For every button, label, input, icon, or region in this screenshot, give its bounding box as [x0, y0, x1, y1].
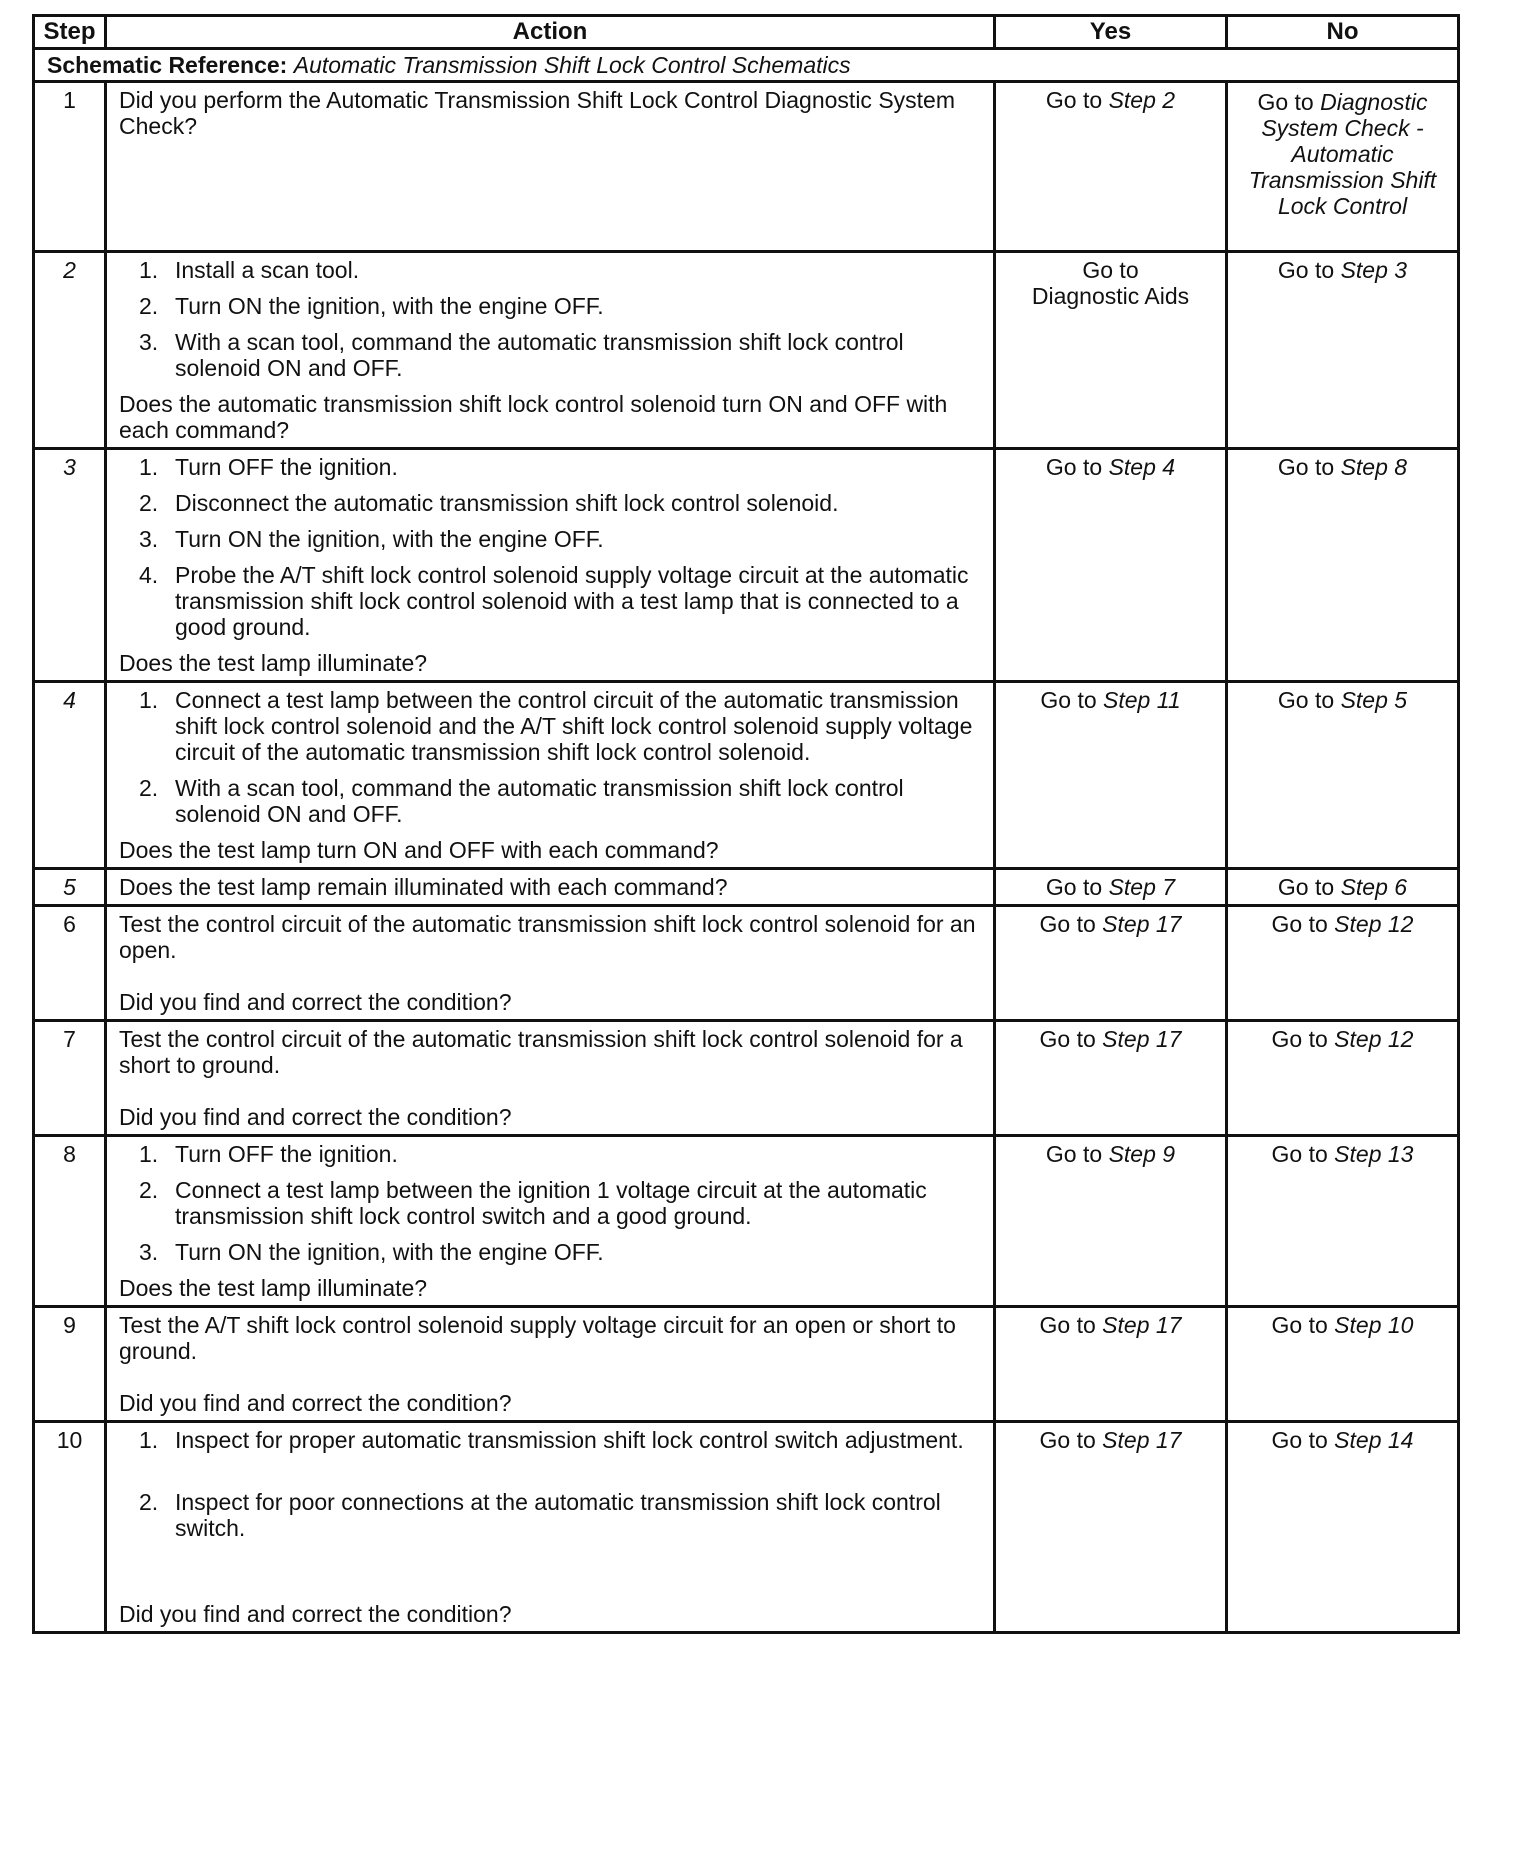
step-number: 8 — [34, 1136, 106, 1307]
action-cell — [106, 1307, 995, 1422]
yes-cell — [995, 1307, 1227, 1422]
list-item: 1. Install a scan tool. — [139, 257, 360, 283]
table-row — [34, 906, 1459, 1021]
yes-step-ref: Step 11 — [1103, 687, 1181, 713]
list-item: 1. Turn OFF the ignition. — [139, 454, 398, 480]
no-cell — [1227, 869, 1459, 906]
action-cell — [106, 869, 995, 906]
step-list — [119, 687, 981, 827]
no-step-ref: Step 10 — [1334, 1312, 1414, 1338]
action-cell — [106, 1136, 995, 1307]
table-row — [34, 869, 1459, 906]
no-cell — [1227, 252, 1459, 449]
yes-cell — [995, 82, 1227, 252]
yes-cell — [995, 682, 1227, 869]
yes-cell — [995, 449, 1227, 682]
go-to-label: Go to — [1271, 1026, 1328, 1052]
list-item: 1. Turn OFF the ignition. — [139, 1141, 398, 1167]
list-item: 3. With a scan tool, command the automatic transmission shift lock control solenoid ON and OFF. — [139, 329, 904, 381]
list-item: 4. Probe the A/T shift lock control solenoid supply voltage circuit at the automatic transmission shift lock control solenoid with a test lamp that is connected to a good ground. — [139, 562, 969, 640]
go-to-label: Go to — [1045, 874, 1103, 900]
list-item: 2. Disconnect the automatic transmission shift lock control solenoid. — [139, 490, 839, 516]
table-row — [34, 82, 1459, 252]
header-row — [34, 16, 1459, 49]
yes-step-ref: Step 4 — [1108, 454, 1176, 480]
diagnostic-table — [32, 14, 1460, 1634]
header-no: No — [1227, 16, 1459, 49]
no-step-ref: Step 5 — [1340, 687, 1408, 713]
header-yes: Yes — [995, 16, 1227, 49]
yes-cell — [995, 1422, 1227, 1633]
no-cell — [1227, 1136, 1459, 1307]
yes-cell — [995, 1021, 1227, 1136]
table-row — [34, 1136, 1459, 1307]
question-text: Did you find and correct the condition? — [119, 1601, 512, 1627]
no-cell — [1227, 82, 1459, 252]
yes-cell — [995, 906, 1227, 1021]
step-list — [119, 454, 981, 640]
no-reference: Diagnostic System Check - Automatic Transmission Shift Lock Control — [1248, 89, 1437, 219]
go-to-label: Go to — [1039, 911, 1096, 937]
yes-step-ref: Step 17 — [1102, 911, 1182, 937]
action-cell — [106, 449, 995, 682]
header-action: Action — [106, 16, 995, 49]
yes-step-ref: Step 17 — [1102, 1312, 1182, 1338]
list-item: 2. Connect a test lamp between the ignition 1 voltage circuit at the automatic transmission shift lock control switch and a good ground. — [139, 1177, 927, 1229]
table-row — [34, 682, 1459, 869]
go-to-label: Go to — [1271, 1312, 1328, 1338]
step-number: 10 — [34, 1422, 106, 1633]
table-row — [34, 449, 1459, 682]
go-to-label: Go to — [1040, 687, 1097, 713]
question-text: Does the test lamp remain illuminated with each command? — [119, 874, 728, 900]
yes-step-ref: Step 2 — [1108, 87, 1176, 113]
action-text: Test the A/T shift lock control solenoid supply voltage circuit for an open or short to ground. — [119, 1312, 956, 1364]
no-step-ref: Step 12 — [1334, 911, 1414, 937]
action-cell — [106, 682, 995, 869]
no-cell — [1227, 1422, 1459, 1633]
no-step-ref: Step 12 — [1334, 1026, 1414, 1052]
go-to-label: Go to — [1277, 687, 1335, 713]
yes-cell — [995, 869, 1227, 906]
list-item: 2. With a scan tool, command the automatic transmission shift lock control solenoid ON and OFF. — [139, 775, 904, 827]
schematic-reference-link: Automatic Transmission Shift Lock Control Schematics — [293, 52, 851, 78]
no-step-ref: Step 13 — [1334, 1141, 1414, 1167]
table-row — [34, 1307, 1459, 1422]
go-to-label: Go to — [1045, 87, 1103, 113]
go-to-label: Go to — [1082, 257, 1139, 283]
no-cell — [1227, 682, 1459, 869]
action-cell — [106, 82, 995, 252]
list-item: 3. Turn ON the ignition, with the engine OFF. — [139, 526, 604, 552]
question-text: Does the test lamp turn ON and OFF with each command? — [119, 837, 719, 863]
yes-step-ref: Step 9 — [1108, 1141, 1176, 1167]
go-to-label: Go to — [1277, 874, 1335, 900]
step-number: 7 — [34, 1021, 106, 1136]
question-text: Did you find and correct the condition? — [119, 989, 512, 1015]
step-list — [119, 1141, 981, 1265]
step-number: 2 — [34, 252, 106, 449]
action-cell — [106, 906, 995, 1021]
step-number: 1 — [34, 82, 106, 252]
go-to-label: Go to — [1045, 1141, 1103, 1167]
go-to-label: Go to — [1277, 454, 1335, 480]
yes-cell — [995, 1136, 1227, 1307]
question-text: Did you perform the Automatic Transmission Shift Lock Control Diagnostic System Check? — [119, 87, 956, 139]
step-list — [119, 257, 981, 381]
step-number: 6 — [34, 906, 106, 1021]
table-row — [34, 1422, 1459, 1633]
list-item: 3. Turn ON the ignition, with the engine OFF. — [139, 1239, 604, 1265]
no-cell — [1227, 1307, 1459, 1422]
step-list — [119, 1427, 981, 1541]
list-item: 2. Turn ON the ignition, with the engine OFF. — [139, 293, 604, 319]
yes-step-ref: Step 17 — [1102, 1026, 1182, 1052]
question-text: Does the test lamp illuminate? — [119, 650, 428, 676]
yes-reference: Diagnostic Aids — [1031, 283, 1190, 309]
yes-step-ref: Step 17 — [1102, 1427, 1182, 1453]
step-number: 3 — [34, 449, 106, 682]
yes-step-ref: Step 7 — [1108, 874, 1176, 900]
no-cell — [1227, 1021, 1459, 1136]
no-step-ref: Step 14 — [1334, 1427, 1414, 1453]
no-step-ref: Step 8 — [1340, 454, 1408, 480]
header-step: Step — [34, 16, 106, 49]
go-to-label: Go to — [1277, 257, 1335, 283]
question-text: Did you find and correct the condition? — [119, 1390, 512, 1416]
go-to-label: Go to — [1271, 1427, 1328, 1453]
no-step-ref: Step 6 — [1340, 874, 1408, 900]
list-item: 1. Inspect for proper automatic transmission shift lock control switch adjustment. — [139, 1427, 964, 1453]
list-item: 1. Connect a test lamp between the control circuit of the automatic transmission shift lock control solenoid and the A/T shift lock control solenoid supply voltage circuit of the automatic transmission shift lock control solenoid. — [139, 687, 973, 765]
list-item: 2. Inspect for poor connections at the automatic transmission shift lock control switch. — [139, 1489, 941, 1541]
no-cell — [1227, 906, 1459, 1021]
step-number: 4 — [34, 682, 106, 869]
step-number: 5 — [34, 869, 106, 906]
table-row — [34, 252, 1459, 449]
go-to-label: Go to — [1257, 89, 1314, 115]
question-text: Did you find and correct the condition? — [119, 1104, 512, 1130]
go-to-label: Go to — [1271, 1141, 1328, 1167]
go-to-label: Go to — [1039, 1427, 1096, 1453]
action-cell — [106, 1422, 995, 1633]
table-row — [34, 1021, 1459, 1136]
question-text: Does the automatic transmission shift lock control solenoid turn ON and OFF with each command? — [119, 391, 948, 443]
yes-cell — [995, 252, 1227, 449]
action-cell — [106, 1021, 995, 1136]
go-to-label: Go to — [1271, 911, 1328, 937]
go-to-label: Go to — [1039, 1312, 1096, 1338]
no-cell — [1227, 449, 1459, 682]
action-text: Test the control circuit of the automatic transmission shift lock control solenoid for a short to ground. — [119, 1026, 963, 1078]
question-text: Does the test lamp illuminate? — [119, 1275, 428, 1301]
action-text: Test the control circuit of the automatic transmission shift lock control solenoid for an open. — [119, 911, 976, 963]
no-step-ref: Step 3 — [1340, 257, 1408, 283]
step-number: 9 — [34, 1307, 106, 1422]
go-to-label: Go to — [1045, 454, 1103, 480]
go-to-label: Go to — [1039, 1026, 1096, 1052]
schematic-label: Schematic Reference: — [47, 52, 288, 78]
action-cell — [106, 252, 995, 449]
schematic-reference-row — [34, 49, 1459, 82]
